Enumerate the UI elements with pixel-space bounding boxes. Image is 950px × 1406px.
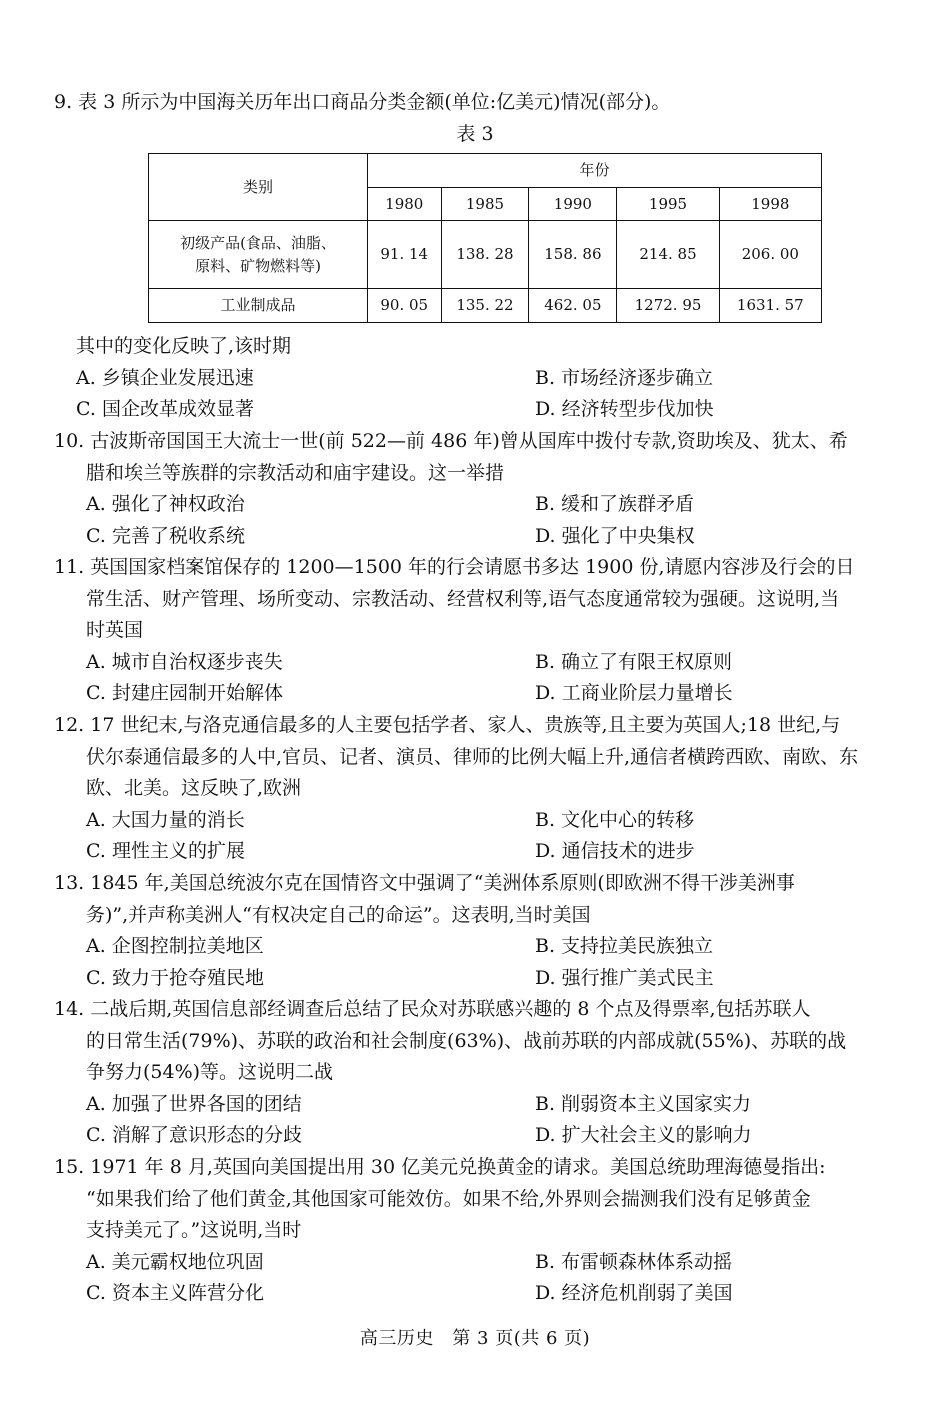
question-11 [54, 552, 899, 710]
year-header: 年份 [368, 154, 822, 188]
question-10 [54, 426, 899, 552]
option-a[interactable]: A. 强化了神权政治 [86, 493, 245, 515]
question-11-stem [54, 552, 899, 647]
question-10-stem [54, 426, 899, 489]
table-row [149, 221, 822, 289]
question-13 [54, 868, 899, 994]
question-15-options [54, 1247, 899, 1310]
option-d[interactable]: D. 强化了中央集权 [535, 524, 695, 547]
option-b[interactable]: B. 支持拉美民族独立 [535, 935, 714, 957]
year-cell: 1990 [529, 188, 617, 221]
option-a[interactable]: A. 乡镇企业发展迅速 [76, 366, 254, 389]
option-a[interactable]: A. 美元霸权地位巩固 [86, 1250, 264, 1273]
option-a[interactable]: A. 加强了世界各国的团结 [86, 1092, 302, 1115]
question-9-options [54, 363, 899, 426]
stem-line: 12. 17 世纪末,与洛克通信最多的人主要包括学者、家人、贵族等,且主要为英国人;18 世纪,与 [54, 714, 841, 736]
option-d[interactable]: D. 强行推广美式民主 [535, 966, 714, 989]
question-9-prompt: 其中的变化反映了,该时期 [76, 335, 292, 357]
question-15 [54, 1152, 899, 1310]
option-b[interactable]: B. 市场经济逐步确立 [535, 366, 714, 389]
stem-line: 支持美元了。”这说明,当时 [86, 1219, 302, 1241]
option-c[interactable]: C. 理性主义的扩展 [86, 840, 245, 862]
value-cell: 206. 00 [719, 221, 821, 289]
option-c[interactable]: C. 封建庄园制开始解体 [86, 682, 283, 704]
stem-line: 13. 1845 年,美国总统波尔克在国情咨文中强调了“美洲体系原则(即欧洲不得干涉美洲事 [54, 872, 795, 894]
year-cell: 1980 [368, 188, 442, 221]
question-13-options [54, 931, 899, 994]
question-12-options [54, 805, 899, 868]
export-table [148, 153, 822, 323]
option-c[interactable]: C. 国企改革成效显著 [76, 398, 254, 420]
value-cell: 214. 85 [617, 221, 719, 289]
page-footer: 高三历史 第 3 页(共 6 页) [359, 1328, 591, 1349]
option-a[interactable]: A. 城市自治权逐步丧失 [86, 650, 283, 673]
stem-line: 伏尔泰通信最多的人中,官员、记者、演员、律师的比例大幅上升,通信者横跨西欧、南欧、东 [86, 745, 859, 768]
option-c[interactable]: C. 完善了税收系统 [86, 524, 245, 547]
stem-line: 常生活、财产管理、场所变动、宗教活动、经营权利等,语气态度通常较为强硬。这说明,当 [86, 587, 840, 610]
row-label-line: 原料、矿物燃料等) [195, 256, 321, 275]
option-b[interactable]: B. 布雷顿森林体系动摇 [535, 1250, 733, 1273]
category-header: 类别 [149, 154, 368, 221]
question-11-options [54, 647, 899, 710]
value-cell: 1272. 95 [617, 289, 719, 323]
question-10-options [54, 489, 899, 552]
stem-line: 务)”,并声称美洲人“有权决定自己的命运”。这表明,当时美国 [86, 903, 591, 926]
question-14-stem [54, 994, 899, 1089]
question-13-stem [54, 868, 899, 931]
value-cell: 138. 28 [441, 221, 529, 289]
option-b[interactable]: B. 缓和了族群矛盾 [535, 493, 695, 515]
value-cell: 462. 05 [529, 289, 617, 323]
option-b[interactable]: B. 文化中心的转移 [535, 808, 695, 831]
option-a[interactable]: A. 大国力量的消长 [86, 808, 245, 831]
stem-line: 时英国 [86, 619, 144, 641]
stem-line: “如果我们给了他们黄金,其他国家可能效仿。如果不给,外界则会揣测我们没有足够黄金 [86, 1187, 811, 1210]
stem-line: 14. 二战后期,英国信息部经调查后总结了民众对苏联感兴趣的 8 个点及得票率,包括苏联人 [54, 998, 811, 1020]
option-c[interactable]: C. 资本主义阵营分化 [86, 1282, 264, 1304]
stem-line: 15. 1971 年 8 月,英国向美国提出用 30 亿美元兑换黄金的请求。美国总统助理海德曼指出: [54, 1156, 826, 1178]
question-9-stem: 9. 表 3 所示为中国海关历年出口商品分类金额(单位:亿美元)情况(部分)。 [54, 91, 671, 113]
option-a[interactable]: A. 企图控制拉美地区 [86, 935, 264, 957]
stem-line: 的日常生活(79%)、苏联的政治和社会制度(63%)、战前苏联的内部成就(55%)、苏联的战 [86, 1029, 847, 1052]
stem-line: 11. 英国国家档案馆保存的 1200—1500 年的行会请愿书多达 1900 份,请愿内容涉及行会的日 [54, 556, 855, 578]
question-12 [54, 710, 899, 868]
question-12-stem [54, 710, 899, 805]
year-cell: 1998 [719, 188, 821, 221]
option-c[interactable]: C. 消解了意识形态的分歧 [86, 1124, 302, 1146]
option-d[interactable]: D. 经济危机削弱了美国 [535, 1282, 733, 1304]
option-d[interactable]: D. 扩大社会主义的影响力 [535, 1124, 752, 1146]
year-cell: 1995 [617, 188, 719, 221]
question-9-body [54, 331, 899, 426]
row-label-primary [149, 221, 368, 289]
year-cell: 1985 [441, 188, 529, 221]
table-caption: 表 3 [456, 123, 494, 145]
stem-line: 欧、北美。这反映了,欧洲 [86, 777, 302, 799]
row-label-line: 初级产品(食品、油脂、 [180, 234, 336, 252]
value-cell: 1631. 57 [719, 289, 821, 323]
option-d[interactable]: D. 工商业阶层力量增长 [535, 682, 733, 704]
option-d[interactable]: D. 通信技术的进步 [535, 840, 695, 862]
question-15-stem [54, 1152, 899, 1247]
question-14-options [54, 1089, 899, 1152]
value-cell: 135. 22 [441, 289, 529, 323]
option-d[interactable]: D. 经济转型步伐加快 [535, 398, 714, 420]
row-label-manufactured: 工业制成品 [149, 289, 368, 323]
stem-line: 争努力(54%)等。这说明二战 [86, 1061, 334, 1083]
table-row [149, 289, 822, 323]
value-cell: 90. 05 [368, 289, 442, 323]
stem-line: 腊和埃兰等族群的宗教活动和庙宇建设。这一举措 [86, 461, 505, 484]
option-c[interactable]: C. 致力于抢夺殖民地 [86, 966, 264, 989]
question-14 [54, 994, 899, 1152]
value-cell: 158. 86 [529, 221, 617, 289]
option-b[interactable]: B. 确立了有限王权原则 [535, 650, 733, 673]
value-cell: 91. 14 [368, 221, 442, 289]
option-b[interactable]: B. 削弱资本主义国家实力 [535, 1092, 752, 1115]
stem-line: 10. 古波斯帝国国王大流士一世(前 522—前 486 年)曾从国库中拨付专款,资助埃及、犹太、希 [54, 430, 848, 452]
